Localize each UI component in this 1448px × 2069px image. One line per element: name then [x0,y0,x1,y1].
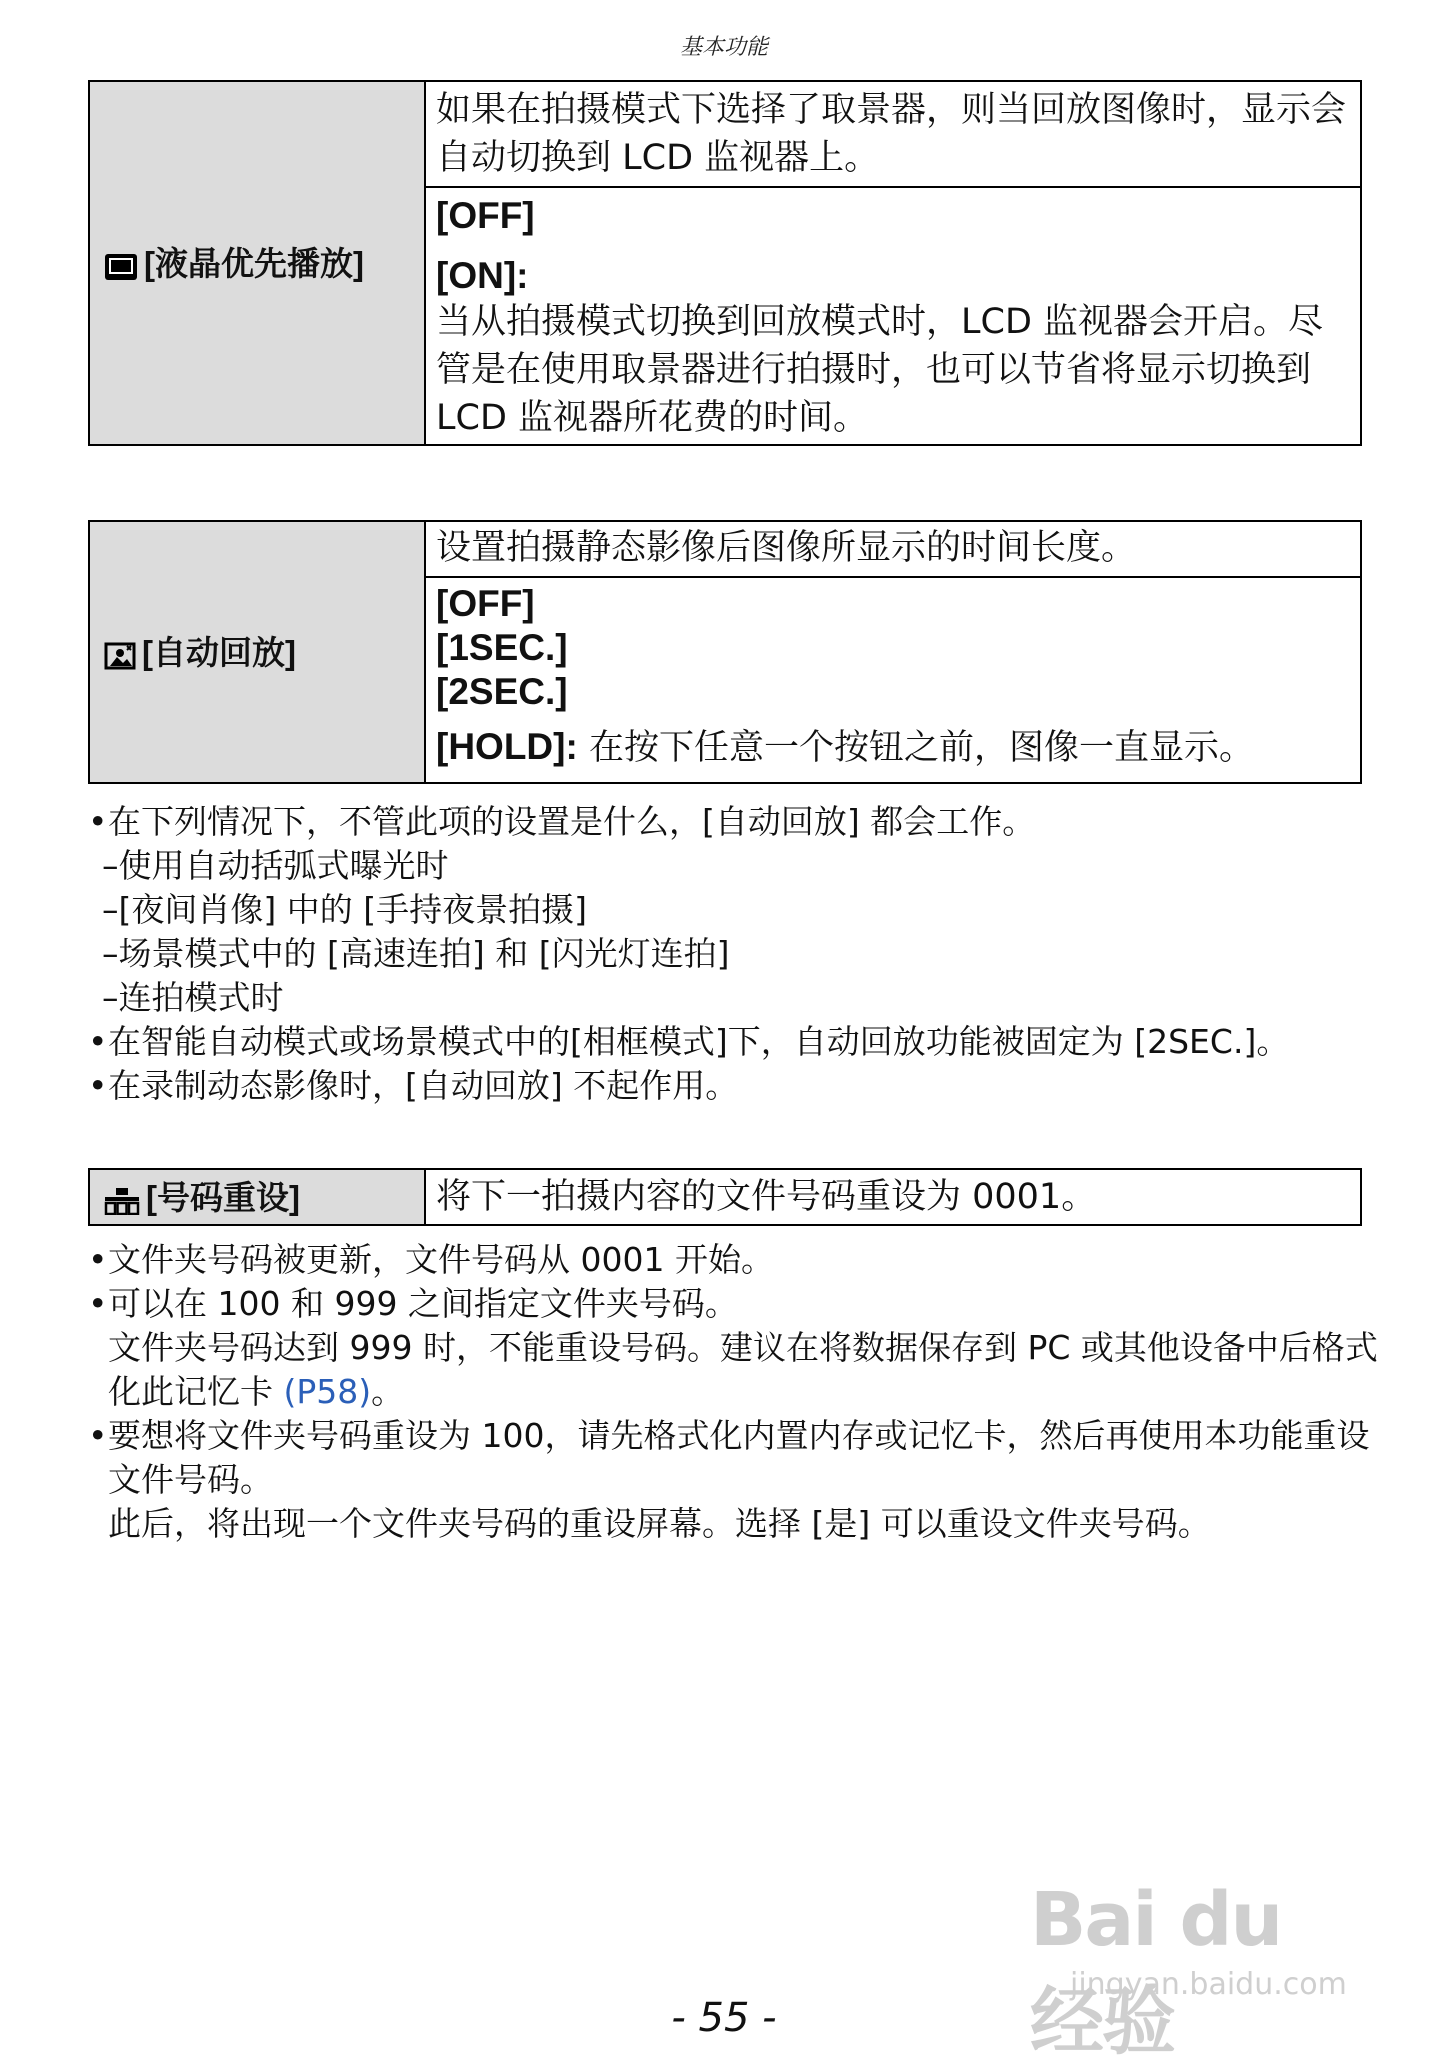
option-hold: [HOLD]: [436,726,578,767]
note-text: 。 [371,1372,405,1411]
lcd-monitor-icon [104,250,138,289]
note-continuation [108,1326,1378,1414]
number-reset-label-cell [89,1169,425,1225]
lcd-priority-table [88,80,1362,446]
option-2sec: [2SEC.] [436,671,568,712]
number-reset-icon [104,1184,140,1223]
option-1sec: [1SEC.] [436,627,568,668]
lcd-priority-options [425,187,1361,445]
auto-review-label-cell [89,521,425,783]
bullet-dot: • [88,1066,108,1105]
option-on: [ON]: [436,255,529,296]
note-item [88,1064,1378,1108]
lcd-priority-description: 如果在拍摄模式下选择了取景器，则当回放图像时，显示会自动切换到 LCD 监视器上。 [425,81,1361,187]
note-text: 要想将文件夹号码重设为 100，请先格式化内置内存或记忆卡，然后再使用本功能重设文件号码。 [108,1416,1370,1499]
auto-review-options [425,577,1361,783]
option-off: [OFF] [436,583,535,624]
bullet-dot: • [88,1284,108,1323]
number-reset-label: [号码重设] [146,1178,300,1216]
note-item [88,800,1378,844]
number-reset-table [88,1168,1362,1226]
auto-review-notes [88,800,1378,1108]
note-text: 可以在 100 和 999 之间指定文件夹号码。 [108,1284,738,1323]
sub-note: –[夜间肖像] 中的 [手持夜景拍摄] [102,890,587,929]
bullet-dot: • [88,1416,108,1455]
note-continuation: 此后，将出现一个文件夹号码的重设屏幕。选择 [是] 可以重设文件夹号码。 [108,1504,1211,1543]
baidu-watermark [1030,1855,1360,2065]
number-reset-notes [88,1238,1378,1546]
option-hold-row [436,724,1350,772]
page-reference-link[interactable]: (P58) [283,1372,372,1411]
note-text: 在下列情况下，不管此项的设置是什么，[自动回放] 都会工作。 [108,802,1036,841]
note-text: 在智能自动模式或场景模式中的[相框模式]下，自动回放功能被固定为 [2SEC.]。 [108,1022,1290,1061]
option-hold-description: 在按下任意一个按钮之前，图像一直显示。 [588,728,1254,768]
auto-review-description: 设置拍摄静态影像后图像所显示的时间长度。 [425,521,1361,577]
option-on-description: 当从拍摄模式切换到回放模式时，LCD 监视器会开启。尽管是在使用取景器进行拍摄时，也可以节省将显示切换到 LCD 监视器所花费的时间。 [436,302,1324,438]
sub-note: –场景模式中的 [高速连拍] 和 [闪光灯连拍] [102,934,730,973]
sub-note: –连拍模式时 [102,978,284,1017]
lcd-priority-label: [液晶优先播放] [144,244,364,282]
bullet-dot: • [88,1240,108,1279]
note-item [88,1414,1378,1546]
note-text: 文件夹号码达到 999 时，不能重设号码。建议在将数据保存到 PC 或其他设备中后格式化此记忆卡 [108,1328,1378,1411]
bullet-dot: • [88,802,108,841]
page-number: - 55 - [671,1995,777,2041]
sub-note: –使用自动括弧式曝光时 [102,846,449,885]
auto-review-label: [自动回放] [142,633,296,671]
watermark-sub: jingyan.baidu.com [1070,1967,1347,2002]
page-header: 基本功能 [679,35,768,60]
auto-review-table [88,520,1362,784]
note-item [88,1282,1378,1414]
lcd-priority-label-cell [89,81,425,445]
option-off: [OFF] [436,195,535,236]
bullet-dot: • [88,1022,108,1061]
note-item [88,1020,1378,1064]
auto-review-icon [104,639,136,678]
number-reset-description: 将下一拍摄内容的文件号码重设为 0001。 [425,1169,1361,1225]
note-text: 在录制动态影像时，[自动回放] 不起作用。 [108,1066,739,1105]
note-text: 文件夹号码被更新，文件号码从 0001 开始。 [108,1240,774,1279]
watermark-main: Bai du 经验 [1030,1877,1282,2065]
note-item [88,1238,1378,1282]
